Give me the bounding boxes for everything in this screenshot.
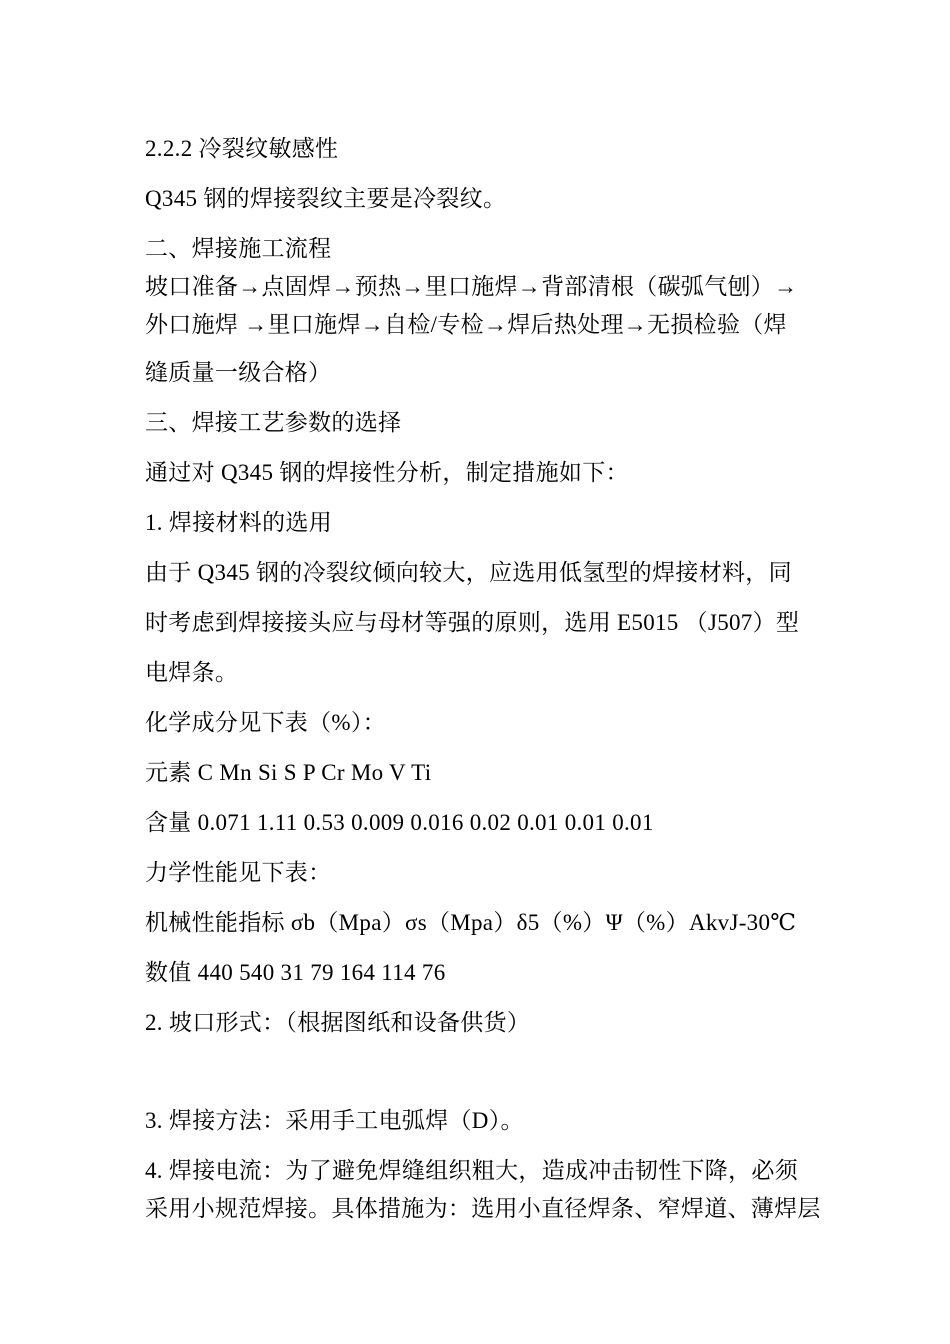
- mechanical-table-caption: 力学性能见下表：: [145, 860, 332, 885]
- mechanical-table-value-row: 数值 440 540 31 79 164 114 76: [145, 960, 446, 985]
- paragraph-line: Q345 钢的焊接裂纹主要是冷裂纹。: [145, 186, 507, 211]
- process-flow-line: 缝质量一级合格）: [145, 360, 332, 385]
- subheading-welding-method: 3. 焊接方法：采用手工电弧焊（D）。: [145, 1108, 524, 1133]
- section-heading-welding-process: 二、焊接施工流程: [145, 236, 332, 261]
- chemical-table-caption: 化学成分见下表（%）：: [145, 710, 386, 735]
- chemical-table-value-row: 含量 0.071 1.11 0.53 0.009 0.016 0.02 0.01 0.01 0.01: [145, 810, 654, 835]
- section-heading-2-2-2: 2.2.2 冷裂纹敏感性: [145, 136, 339, 161]
- mechanical-table-header-row: 机械性能指标 σb（Mpa）σs（Mpa）δ5（%）Ψ（%）AkvJ-30℃: [145, 910, 797, 935]
- paragraph-line: 4. 焊接电流：为了避免焊缝组织粗大，造成冲击韧性下降，必须: [145, 1158, 798, 1183]
- chemical-table-header-row: 元素 C Mn Si S P Cr Mo V Ti: [145, 760, 432, 785]
- paragraph-line: 时考虑到焊接接头应与母材等强的原则，选用 E5015 （J507）型: [145, 610, 800, 635]
- paragraph-line: 电焊条。: [145, 660, 239, 685]
- paragraph-line: 通过对 Q345 钢的焊接性分析，制定措施如下：: [145, 460, 629, 485]
- paragraph-line: 采用小规范焊接。具体措施为：选用小直径焊条、窄焊道、薄焊层: [145, 1196, 821, 1221]
- section-heading-parameters: 三、焊接工艺参数的选择: [145, 410, 402, 435]
- process-flow-line: 外口施焊 →里口施焊→自检/专检→焊后热处理→无损检验（焊: [145, 312, 787, 337]
- paragraph-line: 由于 Q345 钢的冷裂纹倾向较大，应选用低氢型的焊接材料，同: [145, 560, 792, 585]
- process-flow-line: 坡口准备→点固焊→预热→里口施焊→背部清根（碳弧气刨）→: [145, 274, 798, 299]
- subheading-groove-form: 2. 坡口形式：（根据图纸和设备供货）: [145, 1010, 531, 1035]
- subheading-materials: 1. 焊接材料的选用: [145, 510, 332, 535]
